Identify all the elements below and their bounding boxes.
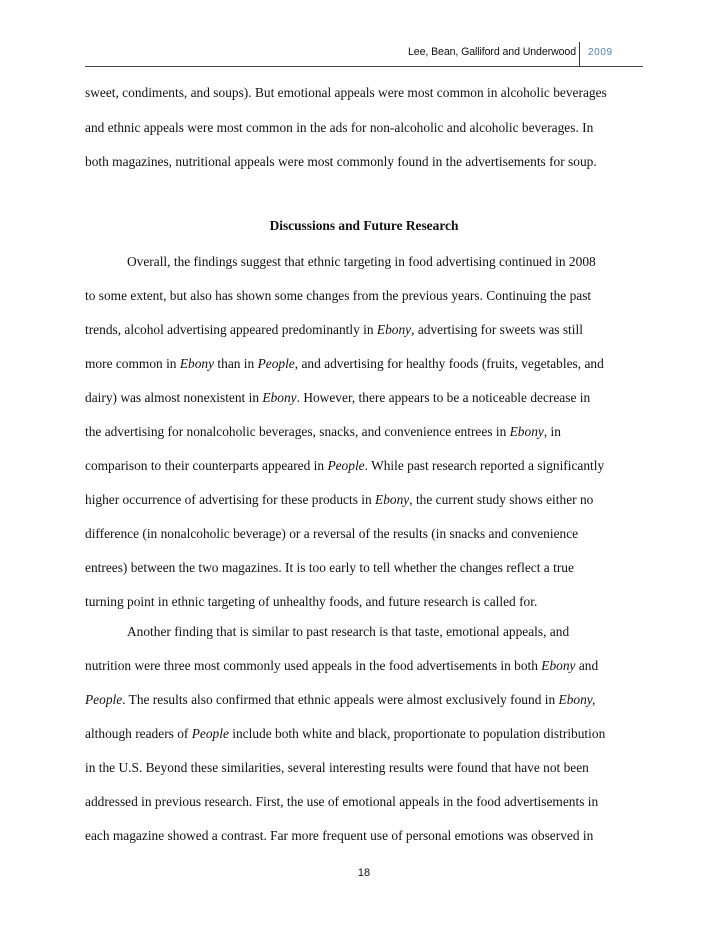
text-line: in the U.S. Beyond these similarities, several interesting results were found that have not been <box>85 760 589 775</box>
text-line: more common in Ebony than in People, and advertising for healthy foods (fruits, vegetables, and <box>85 356 604 371</box>
text-line: trends, alcohol advertising appeared predominantly in Ebony, advertising for sweets was still <box>85 322 583 337</box>
page-number: 18 <box>357 867 371 879</box>
text-line: Another finding that is similar to past research is that taste, emotional appeals, and <box>127 624 570 639</box>
text-line: entrees) between the two magazines. It is too early to tell whether the changes reflect a true <box>85 560 574 575</box>
text-line: the advertising for nonalcoholic beverages, snacks, and convenience entrees in Ebony, in <box>85 424 561 439</box>
text-line: and ethnic appeals were most common in the ads for non-alcoholic and alcoholic beverages. In <box>85 120 594 135</box>
text-line: both magazines, nutritional appeals were most commonly found in the advertisements for soup. <box>85 154 597 169</box>
header-divider <box>579 42 580 66</box>
text-line: turning point in ethnic targeting of unhealthy foods, and future research is called for. <box>85 594 538 609</box>
header-year: 2009 <box>588 47 613 58</box>
text-line: People. The results also confirmed that ethnic appeals were almost exclusively found in Ebony, <box>85 692 596 707</box>
text-line: Overall, the findings suggest that ethnic targeting in food advertising continued in 2008 <box>127 254 596 269</box>
text-line: comparison to their counterparts appeared in People. While past research reported a significantly <box>85 458 605 473</box>
section-heading: Discussions and Future Research <box>269 218 459 233</box>
magazine-title: Ebony <box>262 390 297 405</box>
text-line: higher occurrence of advertising for these products in Ebony, the current study shows either no <box>85 492 594 507</box>
header-authors: Lee, Bean, Galliford and Underwood <box>408 46 576 58</box>
text-line: addressed in previous research. First, the use of emotional appeals in the food advertisements in <box>85 794 599 809</box>
magazine-title: People <box>191 726 229 741</box>
running-header <box>0 42 728 66</box>
magazine-title: Ebony <box>179 356 215 371</box>
magazine-title: Ebony <box>541 658 576 673</box>
text-line: sweet, condiments, and soups). But emotional appeals were most common in alcoholic beverages <box>85 85 607 100</box>
magazine-title: Ebony <box>509 424 544 439</box>
text-line: nutrition were three most commonly used appeals in the food advertisements in both Ebony and <box>85 658 599 673</box>
magazine-title: Ebony, <box>558 692 596 707</box>
magazine-title: People <box>85 692 123 707</box>
magazine-title: People <box>327 458 365 473</box>
text-line: to some extent, but also has shown some changes from the previous years. Continuing the past <box>85 288 592 303</box>
header-rule <box>85 66 643 67</box>
text-line: difference (in nonalcoholic beverage) or a reversal of the results (in snacks and convenience <box>85 526 579 541</box>
magazine-title: People <box>257 356 295 371</box>
text-line: although readers of People include both white and black, proportionate to population distribution <box>85 726 606 741</box>
text-line: dairy) was almost nonexistent in Ebony. However, there appears to be a noticeable decrease in <box>85 390 591 405</box>
text-line: each magazine showed a contrast. Far more frequent use of personal emotions was observed in <box>85 828 594 843</box>
magazine-title: Ebony <box>376 322 412 337</box>
magazine-title: Ebony <box>375 492 410 507</box>
